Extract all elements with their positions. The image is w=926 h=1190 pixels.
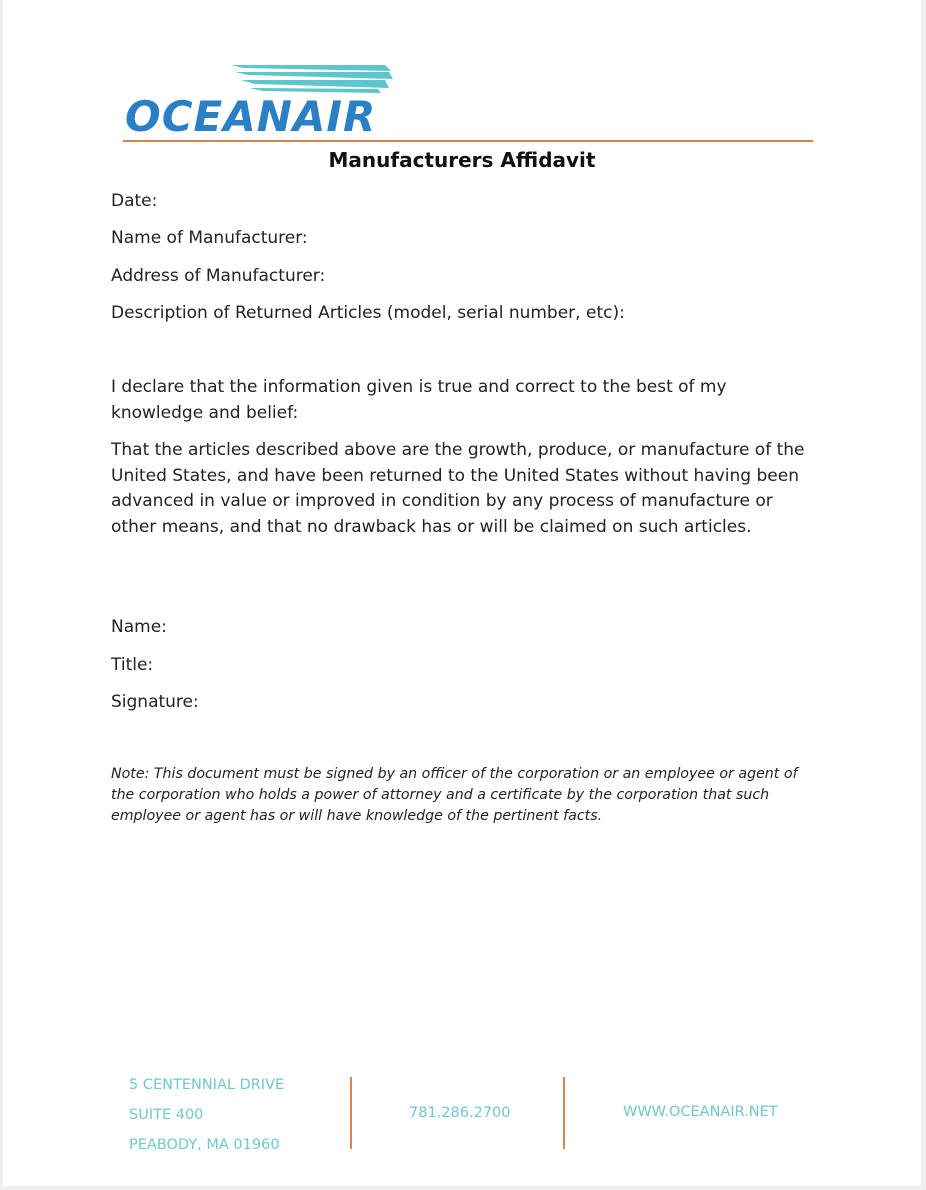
page-title: Manufacturers Affidavit [328, 148, 596, 172]
manufacturer-address-label: Address of Manufacturer: [111, 266, 326, 286]
returned-articles-label: Description of Returned Articles (model, serial number, etc): [111, 303, 625, 323]
footer-phone: 781.286.2700 [409, 1105, 511, 1121]
footer-divider-left [350, 1077, 352, 1149]
footer-address-line1: 5 CENTENNIAL DRIVE [129, 1077, 285, 1093]
declaration-paragraph: I declare that the information given is true and correct to the best of my knowledge and belief: [111, 377, 727, 423]
footer-divider-right [563, 1077, 565, 1149]
logo-swoosh-lines [231, 65, 393, 93]
document-page [3, 0, 921, 1186]
signing-note: Note: This document must be signed by an officer of the corporation or an employee or agent of the corporation who holds a power of attorney and a certificate by the corporation that such employee or agent has or will have knowledge of the pertinent facts. [111, 766, 798, 824]
statement-paragraph: That the articles described above are the growth, produce, or manufacture of the United States, and have been returned to the United States without having been advanced in value or improved in condition by any process of manufacture or other means, and that no drawback has or will be claimed on such articles. [111, 440, 805, 537]
manufacturer-name-label: Name of Manufacturer: [111, 228, 308, 248]
footer-website: WWW.OCEANAIR.NET [623, 1104, 778, 1120]
oceanair-logo [123, 62, 395, 136]
signer-name-label: Name: [111, 617, 167, 637]
footer-address-line2: SUITE 400 [129, 1107, 204, 1123]
footer-address-line3: PEABODY, MA 01960 [129, 1137, 280, 1153]
header-rule [123, 140, 813, 142]
signer-title-label: Title: [111, 655, 154, 675]
date-field-label: Date: [111, 191, 158, 211]
signature-label: Signature: [111, 692, 199, 712]
logo-wordmark: OCEANAIR [125, 92, 377, 136]
